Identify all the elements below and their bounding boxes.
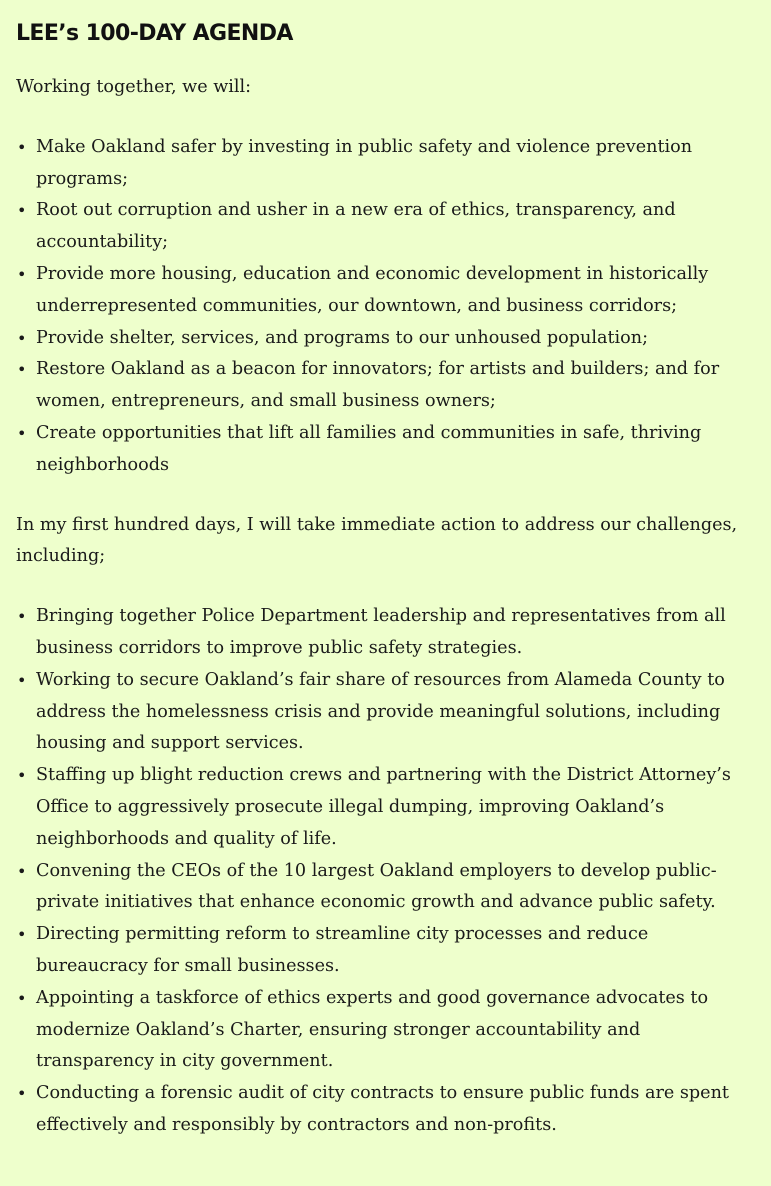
bullet-icon: •: [17, 264, 27, 284]
agenda-title: LEE’s 100-DAY AGENDA: [16, 21, 293, 46]
goal-text: Provide shelter, services, and programs to our unhoused population;: [36, 327, 649, 348]
bullet-icon: •: [17, 988, 27, 1008]
bullet-icon: •: [17, 925, 27, 945]
goal-item: [16, 354, 755, 418]
goal-text: Make Oakland safer by investing in public safety and violence prevention programs;: [36, 136, 693, 189]
goal-text: Restore Oakland as a beacon for innovators; for artists and builders; and for women, entrepreneurs, and small business owners;: [36, 359, 720, 412]
action-item: [16, 983, 755, 1078]
action-item: [16, 856, 755, 920]
action-item: [16, 1078, 755, 1142]
goal-item: [16, 195, 755, 259]
action-text: Conducting a forensic audit of city contracts to ensure public funds are spent effectively and responsibly by contractors and non-profits.: [36, 1083, 729, 1135]
bullet-icon: •: [17, 670, 27, 690]
action-item: [16, 760, 755, 855]
goal-item: [16, 132, 755, 196]
goal-item: [16, 323, 755, 355]
bullet-icon: •: [17, 137, 27, 157]
bullet-icon: •: [17, 360, 27, 380]
bullet-icon: •: [17, 607, 27, 627]
goal-text: Create opportunities that lift all families and communities in safe, thriving neighborhoods: [36, 422, 702, 475]
intro-text: Working together, we will:: [16, 77, 252, 97]
action-item: [16, 601, 755, 665]
bullet-icon: •: [17, 766, 27, 786]
goals-list: [16, 132, 755, 482]
goal-item: [16, 418, 755, 482]
action-text: Staffing up blight reduction crews and partnering with the District Attorney’s Office to aggressively prosecute illegal dumping, improving Oakland’s neighborhoods and quality of life.: [36, 765, 731, 849]
bullet-icon: •: [17, 423, 27, 443]
action-text: Working to secure Oakland’s fair share of resources from Alameda County to address the homelessness crisis and provide meaningful solutions, including housing and support services.: [36, 669, 725, 754]
action-text: Directing permitting reform to streamline city processes and reduce bureaucracy for small businesses.: [36, 924, 649, 976]
goal-item: [16, 259, 755, 323]
bullet-icon: •: [17, 328, 27, 348]
action-text: Convening the CEOs of the 10 largest Oakland employers to develop public-private initiatives that enhance economic growth and advance public safety.: [36, 860, 717, 913]
goal-text: Provide more housing, education and economic development in historically underrepresented communities, our downtown, and business corridors;: [36, 263, 709, 316]
action-text: Bringing together Police Department leadership and representatives from all business corridors to improve public safety strategies.: [36, 606, 726, 658]
bullet-icon: •: [17, 1084, 27, 1104]
bullet-icon: •: [17, 201, 27, 221]
actions-list: [16, 601, 755, 1142]
action-text: Appointing a taskforce of ethics experts and good governance advocates to modernize Oakland’s Charter, ensuring stronger accountability and transparency in city government.: [36, 987, 709, 1072]
goal-text: Root out corruption and usher in a new era of ethics, transparency, and accountability;: [36, 200, 676, 253]
action-item: [16, 665, 755, 760]
action-item: [16, 919, 755, 983]
actions-intro-text: In my first hundred days, I will take immediate action to address our challenges, including;: [16, 514, 738, 567]
bullet-icon: •: [17, 861, 27, 881]
